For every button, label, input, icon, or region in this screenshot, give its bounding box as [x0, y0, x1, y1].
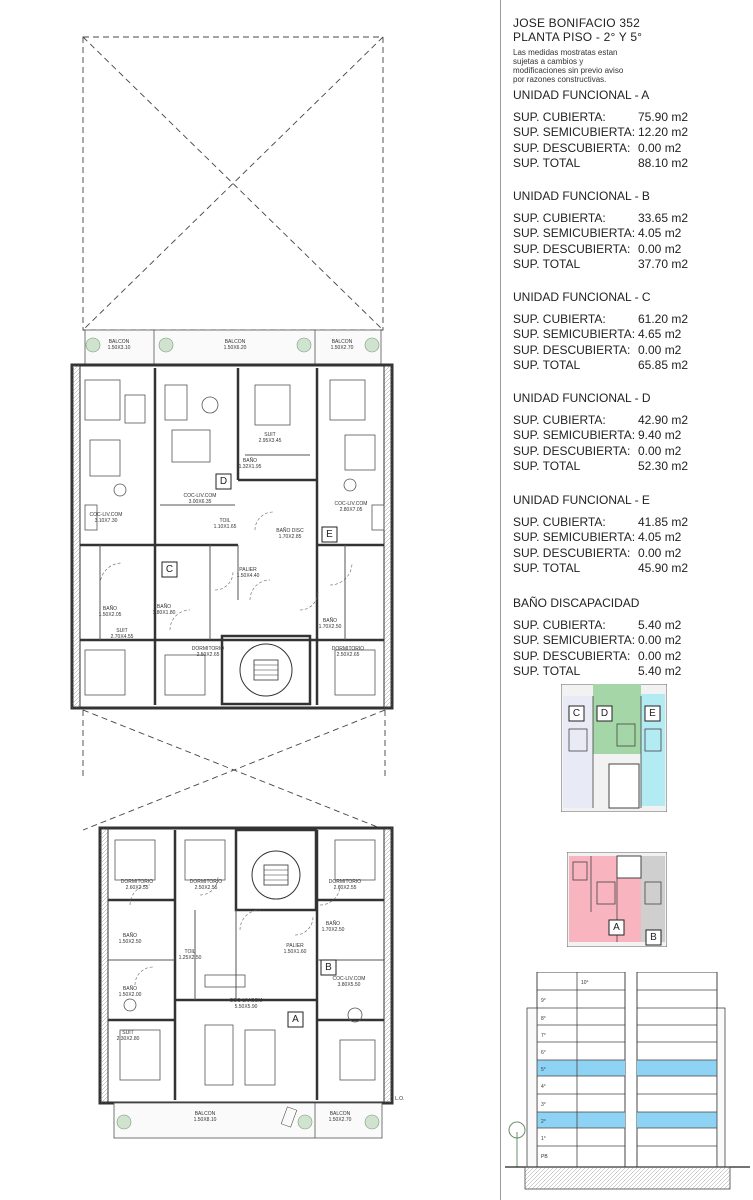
svg-text:TOIL: TOIL	[184, 949, 196, 955]
unit-a-block	[513, 88, 743, 171]
unit-c-block	[513, 290, 743, 373]
area-row: SUP. SEMICUBIERTA: 4.05 m2	[513, 530, 682, 545]
area-row: SUP. SEMICUBIERTA: 9.40 m2	[513, 428, 682, 443]
unit-b-block	[513, 189, 743, 272]
svg-text:2.60X2.55: 2.60X2.55	[333, 885, 357, 891]
area-row: SUP. TOTAL 65.85 m2	[513, 357, 689, 372]
plant-icon	[159, 338, 173, 352]
plant-icon	[297, 338, 311, 352]
svg-text:1.80X1.80: 1.80X1.80	[152, 610, 176, 616]
unit-a-title: UNIDAD FUNCIONAL - A	[513, 88, 650, 102]
svg-text:3.10X7.30: 3.10X7.30	[94, 518, 118, 524]
svg-text:SUIT: SUIT	[116, 628, 128, 634]
area-row: SUP. TOTAL 37.70 m2	[513, 256, 689, 271]
floor-label-8: 8°	[541, 1016, 546, 1022]
area-row: SUP. SEMICUBIERTA: 4.05 m2	[513, 226, 682, 241]
section-left-tower	[527, 972, 625, 1167]
area-row: SUP. TOTAL 45.90 m2	[513, 560, 689, 575]
area-row: SUP. CUBIERTA: 75.90 m2	[513, 110, 689, 124]
svg-text:1.50X8.10: 1.50X8.10	[193, 1117, 217, 1123]
plant-icon	[365, 1115, 379, 1129]
area-row: SUP. DESCUBIERTA: 0.00 m2	[513, 443, 682, 458]
key-letter-d: D	[600, 708, 609, 719]
area-row: SUP. DESCUBIERTA: 0.00 m2	[513, 648, 682, 663]
key-plan-lower	[567, 852, 667, 947]
key-letter-a: A	[613, 922, 620, 933]
svg-text:3.00X6.35: 3.00X6.35	[188, 499, 212, 505]
floor-label-4: 4°	[541, 1084, 546, 1090]
project-title: JOSE BONIFACIO 352	[513, 16, 640, 30]
area-row: SUP. DESCUBIERTA: 0.00 m2	[513, 140, 682, 155]
floor-label-6: 6°	[541, 1050, 546, 1056]
svg-text:BAÑO: BAÑO	[325, 921, 341, 927]
svg-text:DORMITORIO: DORMITORIO	[191, 646, 225, 652]
unit-b-title: UNIDAD FUNCIONAL - B	[513, 189, 650, 203]
area-row: SUP. CUBIERTA: 33.65 m2	[513, 211, 689, 225]
area-row: SUP. DESCUBIERTA: 0.00 m2	[513, 241, 682, 256]
lower-tower	[100, 828, 392, 1103]
floor-label-10: 10°	[581, 980, 589, 986]
plant-icon	[117, 1115, 131, 1129]
floor-label-9: 9°	[541, 998, 546, 1004]
area-row: SUP. TOTAL 5.40 m2	[513, 663, 682, 678]
svg-text:1.50X2.70: 1.50X2.70	[328, 1117, 352, 1123]
svg-text:2.50X2.65: 2.50X2.65	[336, 652, 360, 658]
svg-text:1.50X2.05: 1.50X2.05	[98, 612, 122, 618]
key-letter-e: E	[649, 708, 656, 719]
svg-text:1.70X2.85: 1.70X2.85	[278, 534, 302, 540]
svg-text:2.60X2.55: 2.60X2.55	[125, 885, 149, 891]
section-right-tower	[637, 972, 725, 1167]
floor-label-2: 2°	[541, 1119, 546, 1125]
svg-text:2.50X2.65: 2.50X2.65	[196, 652, 220, 658]
area-row: SUP. CUBIERTA: 5.40 m2	[513, 618, 682, 632]
unit-d-title: UNIDAD FUNCIONAL - D	[513, 391, 651, 405]
floor-label-5: 5°	[541, 1067, 546, 1073]
svg-text:PALIER: PALIER	[239, 567, 257, 573]
disclaimer-note: Las medidas mostratas estan sujetas a cambios y modificaciones sin previo aviso por razones constructivas.	[513, 48, 624, 84]
svg-text:BAÑO: BAÑO	[102, 606, 118, 612]
svg-text:BAÑO DISC: BAÑO DISC	[276, 528, 304, 534]
area-row: SUP. TOTAL 52.30 m2	[513, 458, 689, 473]
svg-text:COC-LIV.COM: COC-LIV.COM	[229, 998, 263, 1004]
svg-text:1.10X1.65: 1.10X1.65	[213, 524, 237, 530]
svg-text:5.50X5.90: 5.50X5.90	[234, 1004, 258, 1010]
area-row: SUP. CUBIERTA: 42.90 m2	[513, 413, 689, 427]
svg-text:2.50X2.55: 2.50X2.55	[194, 885, 218, 891]
svg-text:BALCON: BALCON	[194, 1111, 216, 1117]
svg-text:COC-LIV.COM: COC-LIV.COM	[332, 976, 366, 982]
floor-label-pb: PB	[541, 1154, 548, 1160]
plant-icon	[298, 1115, 312, 1129]
svg-text:PALIER: PALIER	[286, 943, 304, 949]
building-section	[505, 972, 750, 1192]
svg-text:BAÑO: BAÑO	[122, 986, 138, 992]
key-letter-b: B	[650, 932, 657, 943]
middle-void	[83, 710, 385, 830]
svg-text:1.50X4.40: 1.50X4.40	[236, 573, 260, 579]
svg-text:2.30X2.80: 2.30X2.80	[116, 1036, 140, 1042]
floor-subtitle: PLANTA PISO - 2° Y 5°	[513, 30, 643, 44]
tree-icon	[509, 1122, 525, 1167]
svg-text:COC-LIV.COM: COC-LIV.COM	[89, 512, 123, 518]
svg-text:DORMITORIO: DORMITORIO	[331, 646, 365, 652]
area-row: SUP. SEMICUBIERTA: 4.65 m2	[513, 327, 682, 342]
unit-letter-d: D	[219, 476, 228, 487]
unit-letter-c: C	[165, 564, 174, 575]
svg-text:COC-LIV.COM: COC-LIV.COM	[183, 493, 217, 499]
svg-text:1.50X6.20: 1.50X6.20	[223, 345, 247, 351]
area-row: SUP. DESCUBIERTA: 0.00 m2	[513, 342, 682, 357]
svg-text:TOIL: TOIL	[219, 518, 231, 524]
svg-text:DORMITORIO: DORMITORIO	[328, 879, 362, 885]
svg-text:SUIT: SUIT	[122, 1030, 134, 1036]
svg-text:BAÑO: BAÑO	[322, 618, 338, 624]
svg-text:COC-LIV.COM: COC-LIV.COM	[334, 501, 368, 507]
area-row: SUP. SEMICUBIERTA: 0.00 m2	[513, 633, 682, 648]
key-letter-c: C	[572, 708, 581, 719]
plant-icon	[365, 338, 379, 352]
svg-text:1.70X2.50: 1.70X2.50	[318, 624, 342, 630]
svg-text:BALCON: BALCON	[331, 339, 353, 345]
floor-label-7: 7°	[541, 1033, 546, 1039]
unit-letter-b: B	[325, 962, 332, 973]
upper-void	[83, 37, 383, 330]
area-row: SUP. TOTAL 88.10 m2	[513, 155, 689, 170]
area-row: SUP. CUBIERTA: 41.85 m2	[513, 515, 689, 529]
svg-text:BALCON: BALCON	[224, 339, 246, 345]
key-plan-upper	[561, 684, 667, 812]
svg-text:BAÑO: BAÑO	[242, 458, 258, 464]
unit-e-block	[513, 493, 743, 576]
svg-text:3.80X5.50: 3.80X5.50	[337, 982, 361, 988]
bano-disc-title: BAÑO DISCAPACIDAD	[513, 596, 640, 610]
svg-text:1.32X1.95: 1.32X1.95	[238, 464, 262, 470]
svg-text:BAÑO: BAÑO	[156, 604, 172, 610]
svg-text:DORMITORIO: DORMITORIO	[120, 879, 154, 885]
svg-text:1.50X2.70: 1.50X2.70	[330, 345, 354, 351]
svg-text:2.95X3.45: 2.95X3.45	[258, 438, 282, 444]
svg-text:SUIT: SUIT	[264, 432, 276, 438]
svg-text:DORMITORIO: DORMITORIO	[189, 879, 223, 885]
unit-c-title: UNIDAD FUNCIONAL - C	[513, 290, 651, 304]
floor-label-3: 3°	[541, 1102, 546, 1108]
svg-text:2.80X7.05: 2.80X7.05	[339, 507, 363, 513]
svg-text:1.50X1.60: 1.50X1.60	[283, 949, 307, 955]
linea-oficial-label: L.O.	[395, 1096, 405, 1102]
bano-discapacidad-block	[513, 596, 743, 679]
svg-text:BALCON: BALCON	[329, 1111, 351, 1117]
unit-d-block	[513, 391, 743, 474]
svg-text:BALCON: BALCON	[108, 339, 130, 345]
unit-e-title: UNIDAD FUNCIONAL - E	[513, 493, 650, 507]
unit-letter-e: E	[326, 529, 333, 540]
unit-letter-a: A	[292, 1014, 299, 1025]
svg-text:1.25X2.50: 1.25X2.50	[178, 955, 202, 961]
svg-text:1.50X2.00: 1.50X2.00	[118, 992, 142, 998]
plant-icon	[86, 338, 100, 352]
svg-text:BAÑO: BAÑO	[122, 933, 138, 939]
info-panel	[500, 0, 753, 1200]
svg-text:1.70X2.50: 1.70X2.50	[321, 927, 345, 933]
svg-text:1.50X2.50: 1.50X2.50	[118, 939, 142, 945]
area-row: SUP. CUBIERTA: 61.20 m2	[513, 312, 689, 326]
area-row: SUP. SEMICUBIERTA: 12.20 m2	[513, 125, 689, 140]
floor-label-1: 1°	[541, 1136, 546, 1142]
area-row: SUP. DESCUBIERTA: 0.00 m2	[513, 545, 682, 560]
svg-text:1.50X3.10: 1.50X3.10	[107, 345, 131, 351]
svg-text:2.70X4.55: 2.70X4.55	[110, 634, 134, 640]
